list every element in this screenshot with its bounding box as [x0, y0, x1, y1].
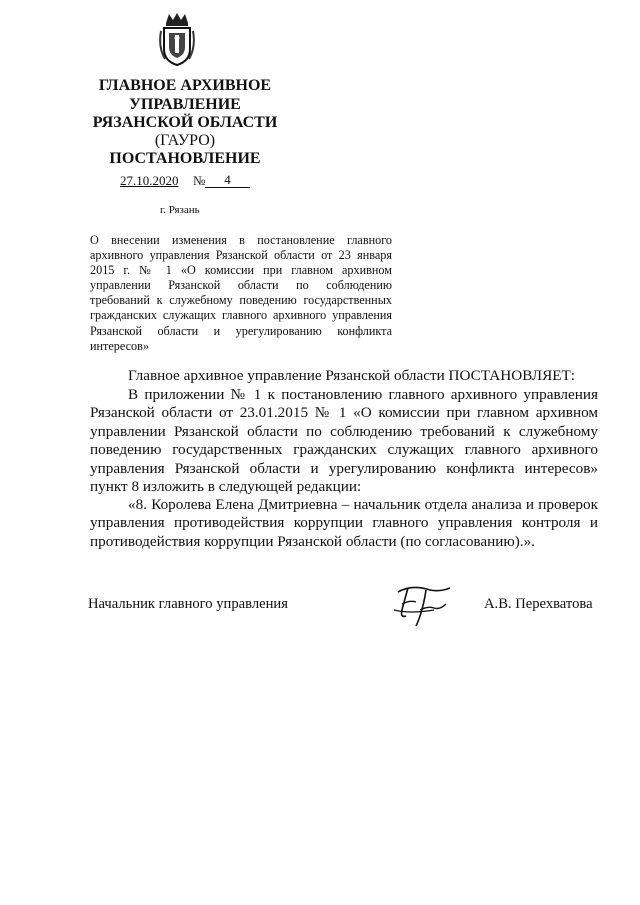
header-abbreviation: (ГАУРО): [154, 132, 216, 149]
document-date: 27.10.2020: [120, 173, 179, 188]
document-number: 4: [205, 173, 250, 188]
number-sign: №: [193, 173, 206, 188]
header-line-2: УПРАВЛЕНИЕ: [129, 96, 241, 113]
body-paragraph-2: В приложении № 1 к постановлению главного архивного управления Рязанской области от 23.01.2015 № 1 «О комиссии при главном архивном управлении Рязанской области по соблюдению требований к служебному поведению государственных гражданских служащих главного архивного управления Рязанской области и урегулированию конфликта интересов» пункт 8 изложить в следующей редакции:: [90, 386, 598, 496]
body-paragraph-3: «8. Королева Елена Дмитриевна – начальник отдела анализа и проверок управления противодействия коррупции главного управления контроля и противодействия коррупции Рязанской области (по согласованию).».: [90, 496, 598, 550]
document-type: ПОСТАНОВЛЕНИЕ: [109, 150, 261, 167]
signatory-position: Начальник главного управления: [88, 596, 288, 612]
body-paragraph-1: Главное архивное управление Рязанской области ПОСТАНОВЛЯЕТ:: [128, 367, 575, 384]
coat-of-arms-icon: [157, 11, 197, 67]
header-line-3: РЯЗАНСКОЙ ОБЛАСТИ: [92, 114, 278, 131]
city: г. Рязань: [160, 204, 200, 216]
header-line-1: ГЛАВНОЕ АРХИВНОЕ: [98, 77, 272, 94]
handwritten-signature: [390, 580, 460, 628]
signatory-name: А.В. Перехватова: [484, 596, 593, 612]
document-subject: О внесении изменения в постановление главного архивного управления Рязанской области от 23 января 2015 г. № 1 «О комиссии при главном архивном управлении Рязанской области по соблюдению требований к служебному поведению государственных гражданских служащих главного архивного управления Рязанской области и урегулированию конфликта интересов»: [90, 233, 392, 353]
